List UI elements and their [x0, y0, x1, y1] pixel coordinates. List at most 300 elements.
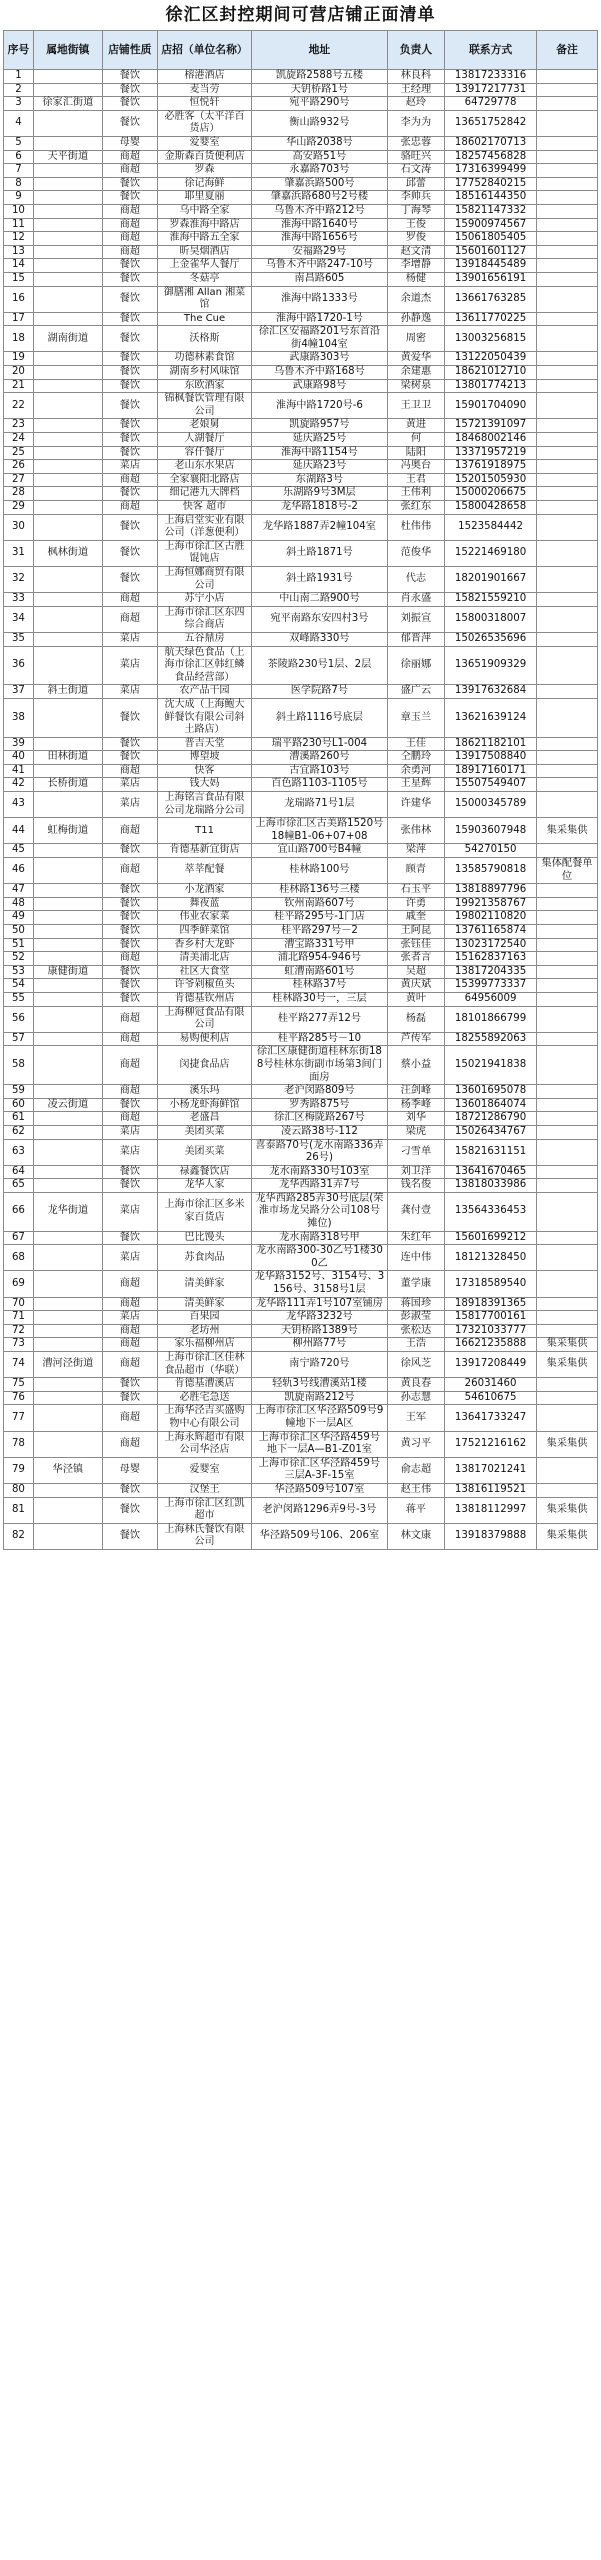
cell-type: 商超	[102, 952, 157, 966]
cell-address: 乌鲁木齐中路168号	[252, 366, 388, 380]
cell-no: 25	[4, 446, 34, 460]
cell-street	[33, 501, 102, 515]
cell-note	[537, 177, 598, 191]
table-row	[4, 379, 598, 393]
cell-address: 桂林路37号	[252, 979, 388, 993]
cell-person: 黄爱华	[387, 352, 444, 366]
cell-name: 清美鲜家	[157, 1271, 251, 1297]
cell-note	[537, 446, 598, 460]
cell-phone: 18721286790	[445, 1112, 537, 1126]
cell-street	[33, 1179, 102, 1193]
cell-street	[33, 737, 102, 751]
cell-phone: 15201505930	[445, 473, 537, 487]
cell-address: 双峰路330号	[252, 632, 388, 646]
cell-address: 凯旋路957号	[252, 419, 388, 433]
cell-name: 肯德基新宜街店	[157, 844, 251, 858]
cell-person: 杨磊	[387, 1006, 444, 1032]
cell-person: 朱红年	[387, 1231, 444, 1245]
cell-address: 淮海中路1640号	[252, 218, 388, 232]
table-row	[4, 70, 598, 84]
cell-address: 宛平路290号	[252, 97, 388, 111]
cell-address: 龙华路1887弄2幢104室	[252, 514, 388, 540]
cell-no: 70	[4, 1297, 34, 1311]
cell-street	[33, 897, 102, 911]
cell-address: 淮海中路1154号	[252, 446, 388, 460]
cell-type: 餐饮	[102, 286, 157, 312]
cell-phone: 18121328450	[445, 1245, 537, 1271]
cell-phone: 13122050439	[445, 352, 537, 366]
cell-name: 必胜宅急送	[157, 1391, 251, 1405]
cell-address: 龙瑞路71号1层	[252, 792, 388, 818]
cell-phone: 18201901667	[445, 566, 537, 592]
cell-address: 凯旋南路212号	[252, 1391, 388, 1405]
table-row	[4, 778, 598, 792]
cell-phone: 18918391365	[445, 1297, 537, 1311]
cell-no: 38	[4, 698, 34, 737]
cell-no: 29	[4, 501, 34, 515]
cell-note	[537, 1405, 598, 1431]
cell-type: 餐饮	[102, 911, 157, 925]
cell-street	[33, 433, 102, 447]
table-row	[4, 366, 598, 380]
cell-no: 5	[4, 136, 34, 150]
cell-person: 罗俊	[387, 232, 444, 246]
cell-street: 徐家汇街道	[33, 97, 102, 111]
cell-no: 62	[4, 1125, 34, 1139]
cell-phone: 13641733247	[445, 1405, 537, 1431]
cell-address: 淮海中路1656号	[252, 232, 388, 246]
header-street: 属地街镇	[33, 31, 102, 70]
cell-address: 龙水南路330号103室	[252, 1165, 388, 1179]
cell-name: 上海铭言食品有限公司龙瑞路分公司	[157, 792, 251, 818]
cell-person: 骆旺兴	[387, 150, 444, 164]
cell-type: 商超	[102, 1046, 157, 1085]
cell-person: 梁萍	[387, 844, 444, 858]
cell-street	[33, 1032, 102, 1046]
cell-address: 上海市徐汇区华泾路509号9幢地下一层A区	[252, 1405, 388, 1431]
cell-type: 餐饮	[102, 540, 157, 566]
cell-street	[33, 952, 102, 966]
cell-type: 商超	[102, 232, 157, 246]
cell-phone: 13917217731	[445, 83, 537, 97]
cell-note	[537, 1378, 598, 1392]
table-row	[4, 164, 598, 178]
cell-address: 桂林路100号	[252, 858, 388, 884]
cell-address: 桂平路277弄12号	[252, 1006, 388, 1032]
cell-note	[537, 1311, 598, 1325]
cell-note	[537, 1165, 598, 1179]
cell-name: 上海市徐汇区东四综合商店	[157, 606, 251, 632]
cell-type: 餐饮	[102, 191, 157, 205]
cell-street	[33, 858, 102, 884]
cell-person: 盛广云	[387, 685, 444, 699]
cell-note	[537, 992, 598, 1006]
table-row	[4, 952, 598, 966]
cell-phone: 15900974567	[445, 218, 537, 232]
cell-person: 梁虎	[387, 1125, 444, 1139]
cell-note	[537, 379, 598, 393]
table-row	[4, 1179, 598, 1193]
cell-type: 母婴	[102, 136, 157, 150]
cell-type: 菜店	[102, 1311, 157, 1325]
cell-phone: 15601601127	[445, 245, 537, 259]
cell-address: 桂平路297号－2	[252, 925, 388, 939]
cell-type: 商超	[102, 1271, 157, 1297]
table-row	[4, 177, 598, 191]
table-row	[4, 272, 598, 286]
cell-no: 80	[4, 1483, 34, 1497]
cell-phone: 13371957219	[445, 446, 537, 460]
cell-note	[537, 778, 598, 792]
cell-type: 餐饮	[102, 897, 157, 911]
cell-address: 乐湖路9号3M层	[252, 487, 388, 501]
cell-person: 张红东	[387, 501, 444, 515]
cell-no: 3	[4, 97, 34, 111]
table-row	[4, 352, 598, 366]
cell-no: 4	[4, 110, 34, 136]
cell-street	[33, 473, 102, 487]
cell-no: 65	[4, 1179, 34, 1193]
cell-note	[537, 792, 598, 818]
cell-type: 餐饮	[102, 393, 157, 419]
cell-type: 餐饮	[102, 1523, 157, 1549]
cell-phone: 18516144350	[445, 191, 537, 205]
cell-address: 龙华路111弄1号107室铺房	[252, 1297, 388, 1311]
cell-address: 老沪闵路1296弄9号-3号	[252, 1497, 388, 1523]
cell-note	[537, 164, 598, 178]
cell-address: 百色路1103-1105号	[252, 778, 388, 792]
cell-note	[537, 1297, 598, 1311]
cell-no: 63	[4, 1139, 34, 1165]
table-body	[4, 70, 598, 1550]
cell-note	[537, 1391, 598, 1405]
table-row	[4, 1098, 598, 1112]
cell-phone: 19802110820	[445, 911, 537, 925]
cell-type: 餐饮	[102, 97, 157, 111]
cell-street	[33, 884, 102, 898]
table-row	[4, 566, 598, 592]
cell-street	[33, 844, 102, 858]
cell-name: 普吉天堂	[157, 737, 251, 751]
table-row	[4, 1431, 598, 1457]
cell-note	[537, 952, 598, 966]
cell-note	[537, 938, 598, 952]
cell-phone: 13611770225	[445, 312, 537, 326]
cell-address: 华泾路509号106、206室	[252, 1523, 388, 1549]
cell-type: 餐饮	[102, 925, 157, 939]
cell-name: T11	[157, 818, 251, 844]
cell-name: 伟业农家菜	[157, 911, 251, 925]
cell-note: 集采集供	[537, 1523, 598, 1549]
cell-person: 孙志慧	[387, 1391, 444, 1405]
cell-street	[33, 352, 102, 366]
cell-phone: 13023172540	[445, 938, 537, 952]
cell-phone: 15901704090	[445, 393, 537, 419]
cell-no: 56	[4, 1006, 34, 1032]
cell-name: 淮海中路五全家	[157, 232, 251, 246]
cell-address: 喜泰路70号(龙水南路336弄26号)	[252, 1139, 388, 1165]
cell-name: 功德林素食馆	[157, 352, 251, 366]
cell-address: 桂林路136号三楼	[252, 884, 388, 898]
cell-phone: 54610675	[445, 1391, 537, 1405]
cell-no: 53	[4, 965, 34, 979]
cell-name: 乌中路全家	[157, 204, 251, 218]
cell-note	[537, 979, 598, 993]
cell-note	[537, 83, 598, 97]
cell-note	[537, 1139, 598, 1165]
cell-street	[33, 177, 102, 191]
cell-type: 菜店	[102, 1245, 157, 1271]
cell-name: 必胜客（太平洋百货店）	[157, 110, 251, 136]
cell-phone: 17321033777	[445, 1324, 537, 1338]
cell-person: 黄庆斌	[387, 979, 444, 993]
cell-type: 商超	[102, 1112, 157, 1126]
table-row	[4, 393, 598, 419]
cell-type: 菜店	[102, 646, 157, 685]
cell-note	[537, 232, 598, 246]
cell-no: 82	[4, 1523, 34, 1549]
cell-name: 恒悦轩	[157, 97, 251, 111]
cell-person: 范俊华	[387, 540, 444, 566]
cell-name: 上金雀华人餐厅	[157, 259, 251, 273]
cell-note	[537, 844, 598, 858]
cell-name: 罗森淮海中路店	[157, 218, 251, 232]
cell-street	[33, 1125, 102, 1139]
cell-name: 锦枫餐饮管理有限公司	[157, 393, 251, 419]
cell-no: 11	[4, 218, 34, 232]
cell-type: 商超	[102, 1032, 157, 1046]
cell-name: 五谷鼎房	[157, 632, 251, 646]
cell-no: 24	[4, 433, 34, 447]
cell-note	[537, 1483, 598, 1497]
cell-street	[33, 164, 102, 178]
cell-person: 赵王伟	[387, 1483, 444, 1497]
cell-type: 餐饮	[102, 566, 157, 592]
table-row	[4, 1523, 598, 1549]
cell-note	[537, 97, 598, 111]
cell-address: 古宜路103号	[252, 764, 388, 778]
cell-type: 商超	[102, 1324, 157, 1338]
cell-address: 宜山路700号B4幢	[252, 844, 388, 858]
cell-no: 9	[4, 191, 34, 205]
cell-address: 桂平路285号－10	[252, 1032, 388, 1046]
cell-no: 57	[4, 1032, 34, 1046]
cell-street	[33, 312, 102, 326]
cell-note	[537, 911, 598, 925]
cell-note	[537, 685, 598, 699]
cell-phone: 13621639124	[445, 698, 537, 737]
header-note: 备注	[537, 31, 598, 70]
cell-note	[537, 460, 598, 474]
cell-type: 菜店	[102, 778, 157, 792]
cell-name: 小杨龙虾海鲜馆	[157, 1098, 251, 1112]
cell-person: 张钰佳	[387, 938, 444, 952]
cell-address: 凌云路38号-112	[252, 1125, 388, 1139]
cell-street	[33, 70, 102, 84]
cell-phone: 13761165874	[445, 925, 537, 939]
cell-name: 易购便利店	[157, 1032, 251, 1046]
cell-person: 李增静	[387, 259, 444, 273]
cell-note: 集采集供	[537, 1338, 598, 1352]
cell-street	[33, 992, 102, 1006]
cell-street	[33, 938, 102, 952]
cell-address: 肇嘉浜路680号2号楼	[252, 191, 388, 205]
cell-address: 宛平南路东安四村3号	[252, 606, 388, 632]
cell-person: 何	[387, 433, 444, 447]
cell-name: 肯德基钦州店	[157, 992, 251, 1006]
cell-type: 餐饮	[102, 1165, 157, 1179]
cell-type: 菜店	[102, 1139, 157, 1165]
cell-note	[537, 1032, 598, 1046]
cell-street	[33, 593, 102, 607]
cell-street: 华泾镇	[33, 1457, 102, 1483]
cell-name: 航天绿色食品（上海市徐汇区韩红鳞食品经营部）	[157, 646, 251, 685]
cell-name: 细记港九大牌档	[157, 487, 251, 501]
cell-name: 沈大成（上海鲍大鲜餐饮有限公司斜土路店）	[157, 698, 251, 737]
cell-address: 天钥桥路1号	[252, 83, 388, 97]
cell-no: 22	[4, 393, 34, 419]
cell-note	[537, 433, 598, 447]
table-row	[4, 911, 598, 925]
cell-person: 董学康	[387, 1271, 444, 1297]
cell-street	[33, 1046, 102, 1085]
table-row	[4, 446, 598, 460]
cell-type: 餐饮	[102, 272, 157, 286]
table-row	[4, 473, 598, 487]
cell-note: 集采集供	[537, 1431, 598, 1457]
cell-type: 餐饮	[102, 1231, 157, 1245]
cell-phone: 17316399499	[445, 164, 537, 178]
cell-person: 杜伟伟	[387, 514, 444, 540]
cell-type: 餐饮	[102, 419, 157, 433]
cell-street	[33, 272, 102, 286]
cell-note	[537, 1006, 598, 1032]
table-row	[4, 1112, 598, 1126]
cell-no: 15	[4, 272, 34, 286]
cell-no: 31	[4, 540, 34, 566]
cell-street	[33, 1523, 102, 1549]
cell-person: 丁海琴	[387, 204, 444, 218]
cell-no: 19	[4, 352, 34, 366]
cell-person: 赵文清	[387, 245, 444, 259]
cell-no: 52	[4, 952, 34, 966]
cell-person: 杨季峰	[387, 1098, 444, 1112]
cell-note	[537, 1324, 598, 1338]
cell-no: 12	[4, 232, 34, 246]
cell-phone: 64729778	[445, 97, 537, 111]
table-row	[4, 685, 598, 699]
cell-name: 舞夜蓝	[157, 897, 251, 911]
cell-name: 小龙酒家	[157, 884, 251, 898]
cell-type: 商超	[102, 473, 157, 487]
cell-type: 菜店	[102, 632, 157, 646]
cell-person: 黄良春	[387, 1378, 444, 1392]
cell-person: 王君	[387, 473, 444, 487]
cell-phone: 15601699212	[445, 1231, 537, 1245]
cell-note: 集体配餐单位	[537, 858, 598, 884]
table-row	[4, 818, 598, 844]
cell-no: 69	[4, 1271, 34, 1297]
table-row	[4, 606, 598, 632]
cell-person: 石文涛	[387, 164, 444, 178]
cell-address: 漕宝路331号甲	[252, 938, 388, 952]
cell-phone: 64956009	[445, 992, 537, 1006]
cell-person: 余道杰	[387, 286, 444, 312]
cell-note	[537, 326, 598, 352]
cell-name: 家乐福柳州店	[157, 1338, 251, 1352]
cell-no: 8	[4, 177, 34, 191]
cell-address: 轻轨3号线漕溪站1楼	[252, 1378, 388, 1392]
cell-phone: 15399773337	[445, 979, 537, 993]
cell-no: 75	[4, 1378, 34, 1392]
cell-no: 58	[4, 1046, 34, 1085]
cell-address: 罗秀路875号	[252, 1098, 388, 1112]
cell-note	[537, 566, 598, 592]
cell-phone: 15821559210	[445, 593, 537, 607]
cell-no: 36	[4, 646, 34, 685]
cell-phone: 13661763285	[445, 286, 537, 312]
cell-name: 罗森	[157, 164, 251, 178]
cell-person: 石玉平	[387, 884, 444, 898]
cell-note	[537, 632, 598, 646]
table-row	[4, 844, 598, 858]
table-row	[4, 1457, 598, 1483]
cell-phone: 15026434767	[445, 1125, 537, 1139]
cell-note	[537, 272, 598, 286]
cell-street	[33, 259, 102, 273]
cell-name: 苏食肉品	[157, 1245, 251, 1271]
cell-person: 梁树泉	[387, 379, 444, 393]
cell-person: 吴超	[387, 965, 444, 979]
cell-name: 快客	[157, 764, 251, 778]
cell-address: 东湖路3号	[252, 473, 388, 487]
cell-street	[33, 1165, 102, 1179]
cell-no: 39	[4, 737, 34, 751]
cell-type: 商超	[102, 606, 157, 632]
cell-address: 肇嘉浜路500号	[252, 177, 388, 191]
cell-address: 上海市徐汇区华泾路459号三层A-3F-15室	[252, 1457, 388, 1483]
cell-note	[537, 1046, 598, 1085]
cell-address: 凯旋路2588号五楼	[252, 70, 388, 84]
cell-street	[33, 1245, 102, 1271]
cell-type: 商超	[102, 204, 157, 218]
cell-person: 芦传军	[387, 1032, 444, 1046]
cell-name: 上海恒娜商贸有限公司	[157, 566, 251, 592]
cell-type: 商超	[102, 245, 157, 259]
cell-no: 41	[4, 764, 34, 778]
cell-address: 斜土路1931号	[252, 566, 388, 592]
cell-type: 餐饮	[102, 1098, 157, 1112]
cell-person: 肖永盛	[387, 593, 444, 607]
cell-name: 全家襄阳北路店	[157, 473, 251, 487]
cell-person: 邱蕾	[387, 177, 444, 191]
cell-street	[33, 514, 102, 540]
cell-type: 餐饮	[102, 514, 157, 540]
table-row	[4, 83, 598, 97]
cell-phone: 19921358767	[445, 897, 537, 911]
cell-note	[537, 1457, 598, 1483]
cell-no: 17	[4, 312, 34, 326]
cell-name: 上海柳冠食品有限公司	[157, 1006, 251, 1032]
page-title: 徐汇区封控期间可营店铺正面清单	[165, 5, 436, 25]
cell-note	[537, 1098, 598, 1112]
cell-type: 菜店	[102, 1192, 157, 1231]
cell-name: 老盛昌	[157, 1112, 251, 1126]
table-row	[4, 1085, 598, 1099]
cell-note	[537, 925, 598, 939]
cell-address: 龙水南路318号甲	[252, 1231, 388, 1245]
cell-phone: 15800318007	[445, 606, 537, 632]
